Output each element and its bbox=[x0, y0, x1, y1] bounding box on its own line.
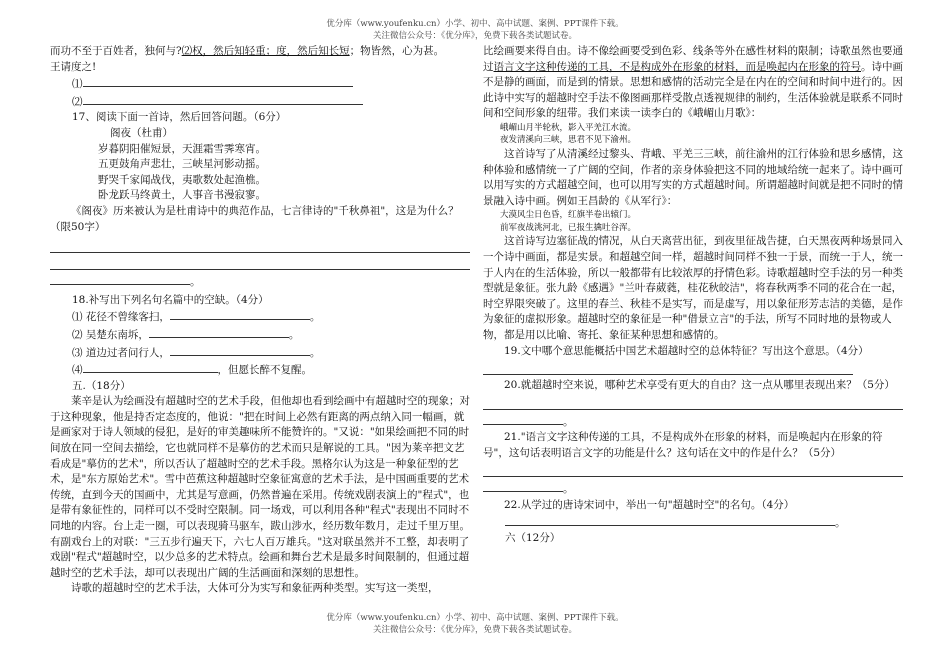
passage-paragraph: 莱辛是认为绘画没有超越时空的艺术手段，但他却也看到绘画中有超越时空的现象；对于这种现象，他是持否定态度的，他说："把在时间上必然有距离的两点纳入同一幅画，就是画家对于诗人领域的侵犯，是好的审美趣味所不能赞许的。"又说："如果绘画把不同的时间放在同一空间去描绘，它也就同样不是摹仿的艺术而只是解说的工具。"因为莱辛把文艺看成是"摹仿的艺术"，所以否认了超越时空的艺术手段。黑格尔认为这是一种象征型的艺术，是"东方原始艺术"。雪中芭蕉这种超越时空象征寓意的艺术手法，是中国画重要的艺术传统，直到今天的国画中，尤其是写意画，仍然普遍在采用。传统戏剧表演上的"程式"，也是带有象征性的，同样可以不受时空限制。同一场戏，可以利用各种"程式"表现出不同时不同地的内容。台上走一圈，可以表现骑马驱车，跋山涉水，经历数年数月，走过千里万里。有副戏台上的对联："三五步行遍天下，六七人百万雄兵。"这对联虽然并不工整，却表明了戏剧"程式"超越时空，以少总多的艺术特点。绘画和舞台艺术是最多时间限制的，但通过超越时空的艺术手法，却可以表现出广阔的生活画面和深刻的思想性。 bbox=[50, 395, 470, 579]
text-run: ，但愿长醉不复醒。 bbox=[217, 364, 312, 377]
poem-line: 野哭千家闻战伐，夷歌数处起渔樵。 bbox=[98, 173, 266, 186]
answer-blank[interactable] bbox=[170, 344, 310, 356]
answer-blank[interactable] bbox=[83, 75, 353, 87]
text-run: 比绘画要来得自由。诗不像绘画要受到色彩、线条等外在感性材料的限制；诗歌虽然也要通过 bbox=[483, 45, 903, 73]
text-run: 。 bbox=[835, 516, 846, 529]
passage-paragraph bbox=[483, 44, 903, 122]
answer-line-end bbox=[50, 273, 470, 291]
fill-item-4 bbox=[50, 361, 470, 379]
text-run: 。诗中画不是静的画面，而是到的情景。思想和感情的活动完全是在内在的空间和时间中进行的。因此诗中实写的超越时空手法不像图画那样受散点透视规律的制约，生活体验就是联系不同时间和空间形象的纽带。我们来读一读李白的《峨嵋山月歌》： bbox=[483, 60, 903, 120]
answer-label: ⑴ bbox=[72, 78, 83, 91]
page-header bbox=[0, 18, 950, 42]
answer-blank[interactable] bbox=[83, 361, 218, 373]
answer-line[interactable] bbox=[50, 239, 470, 253]
text-run: 而功不至于百姓者，独何与? bbox=[50, 45, 182, 57]
text-fragment: 王请度之! bbox=[50, 60, 97, 73]
question-17: 17、阅读下面一首诗，然后回答问题。（6分） bbox=[72, 111, 287, 124]
poem-line: 岁暮阴阳催短景，天涯霜雪霁寒宵。 bbox=[98, 142, 266, 155]
quoted-poem-line: 前军夜战洮河北，已报生擒吐谷浑。 bbox=[500, 222, 637, 233]
answer-line[interactable] bbox=[483, 463, 903, 477]
section-5-heading: 五.（18分） bbox=[72, 379, 131, 392]
passage-paragraph: 这首诗写边塞征战的情况，从白天离营出征，到夜里征战告捷，白天黑夜两种场景同入一个诗中画面，都是实景。和超越空间一样，超越时间同样不独一于景，而统一于人，统一于人内在的生活体验，所以一般都带有比较浓厚的抒情色彩。诗歌超越时空手法的另一种类型就是象征。张九龄《感遇》"兰叶春葳蕤，桂花秋皎洁"，将春秋两季不同的花合在一起，时空界限突破了。这里的春兰、秋桂不是实写，而是虚写，用以象征形芳志洁的美德，是作为象征的虚拟形象。超越时空的象征是一种"借景立言"的手法，所写不同时地的景物或人物，都是用以比喻、寄托、象征某种思想和感情的。 bbox=[483, 235, 903, 341]
text-run: 。 bbox=[563, 483, 574, 496]
underlined-text: ⑵权，然后知轻重；度，然后知长短 bbox=[181, 45, 350, 57]
fill-item-1 bbox=[50, 308, 470, 326]
text-run: ⑶ 道边过者问行人， bbox=[72, 346, 170, 359]
question-21: 21."语言文字这种传递的工具，不是构成外在形象的材料，而是唤起内在形象的符号"，这句话表明语言文字的功能是什么？这句话在文中的作是什么？（5分） bbox=[483, 431, 883, 459]
poem-line: 五更鼓角声悲壮，三峡星河影动摇。 bbox=[98, 158, 266, 171]
text-run: ；物皆然，心为甚。 bbox=[349, 45, 445, 57]
section-6-heading: 六（12分） bbox=[505, 532, 561, 545]
poem-line: 卧龙跃马终黄土，人事音书漫寂寥。 bbox=[98, 189, 266, 202]
text-run: 。 bbox=[190, 276, 201, 289]
answer-line[interactable] bbox=[483, 396, 903, 410]
text-run: 。 bbox=[563, 415, 574, 428]
footer-line-2: 关注微信公众号：《优分库》，免费下载各类试题试卷。 bbox=[372, 625, 577, 635]
question-17-text: 《阁夜》历来被认为是杜甫诗中的典范作品，七言律诗的"千秋鼻祖"，这是为什么？（限50字） bbox=[50, 204, 459, 233]
poem-title: 阁夜（杜甫） bbox=[110, 126, 173, 139]
quoted-poem-line: 夜发清溪向三峡，思君不见下渝州。 bbox=[500, 135, 637, 146]
header-line-1: 优分库（www.youfenku.cn）小学、初中、高中试题、案例、PPT课件下载。 bbox=[326, 19, 624, 29]
answer-line-end bbox=[483, 480, 903, 498]
quoted-poem-line: 大漠风尘日色昏，红旗半卷出辕门。 bbox=[500, 210, 637, 221]
answer-line[interactable] bbox=[483, 361, 853, 375]
left-column bbox=[50, 44, 470, 597]
answer-blank[interactable] bbox=[483, 480, 563, 492]
text-fragment bbox=[50, 44, 470, 60]
question-18: 18.补写出下列名句名篇中的空缺。（4分） bbox=[72, 293, 269, 306]
right-column bbox=[483, 44, 903, 547]
question-20: 20.就超越时空来说，哪种艺术享受有更大的自由？这一点从哪里表现出来？（5分） bbox=[504, 379, 895, 392]
quoted-poem-line: 峨嵋山月半轮秋，影入平羌江水流。 bbox=[500, 122, 637, 133]
passage-paragraph: 诗歌的超越时空的艺术手法，大体可分为实写和象征两种类型。实写这一类型， bbox=[71, 582, 439, 595]
answer-line-end bbox=[483, 413, 903, 431]
text-run: ⑴ 花径不曾缘客扫， bbox=[72, 311, 170, 324]
answer-line-1 bbox=[50, 75, 470, 93]
answer-blank[interactable] bbox=[83, 93, 363, 105]
answer-blank[interactable] bbox=[170, 308, 310, 320]
answer-blank[interactable] bbox=[149, 326, 289, 338]
page-footer bbox=[0, 612, 950, 636]
passage-paragraph: 这首诗写了从清溪经过黎头、背峨、平羌三三峡，前往渝州的江行体验和思乡感情，这种体验和感情统一了广阔的空间，作者的亲身体验把这不同的地域给统一起来了。诗中画可以用写实的方式超越空间，也可以用写实的方式超越时间。所谓超越时间就是把不同时的情景融入诗中画。例如王昌龄的《从军行》： bbox=[483, 147, 903, 207]
text-run: 。 bbox=[309, 311, 321, 324]
answer-label: ⑵ bbox=[72, 95, 83, 108]
fill-item-3 bbox=[50, 344, 470, 362]
question-19: 19.文中哪个意思能概括中国艺术超越时空的总体特征？写出这个意思。（4分） bbox=[504, 344, 869, 357]
footer-line-1: 优分库（www.youfenku.cn）小学、初中、高中试题、案例、PPT课件下载。 bbox=[326, 613, 624, 623]
fill-item-2 bbox=[50, 326, 470, 344]
text-run: 。 bbox=[288, 328, 300, 341]
answer-blank[interactable] bbox=[483, 413, 563, 425]
answer-blank[interactable] bbox=[50, 273, 190, 285]
answer-line-2 bbox=[50, 93, 470, 111]
text-run: ⑷ bbox=[72, 364, 83, 377]
answer-line-end bbox=[483, 514, 903, 532]
answer-line[interactable] bbox=[50, 256, 470, 270]
text-run: ⑵ 吴楚东南坼， bbox=[72, 328, 149, 341]
answer-blank[interactable] bbox=[505, 514, 835, 526]
text-run: 。 bbox=[309, 346, 321, 359]
header-line-2: 关注微信公众号：《优分库》，免费下载各类试题试卷。 bbox=[372, 31, 577, 41]
underlined-text: 语言文字这种传递的工具，不是构成外在形象的材料，而是唤起内在形象的符号 bbox=[493, 60, 861, 73]
question-22: 22.从学过的唐诗宋词中，举出一句"超越时空"的名句。（4分） bbox=[504, 499, 795, 512]
